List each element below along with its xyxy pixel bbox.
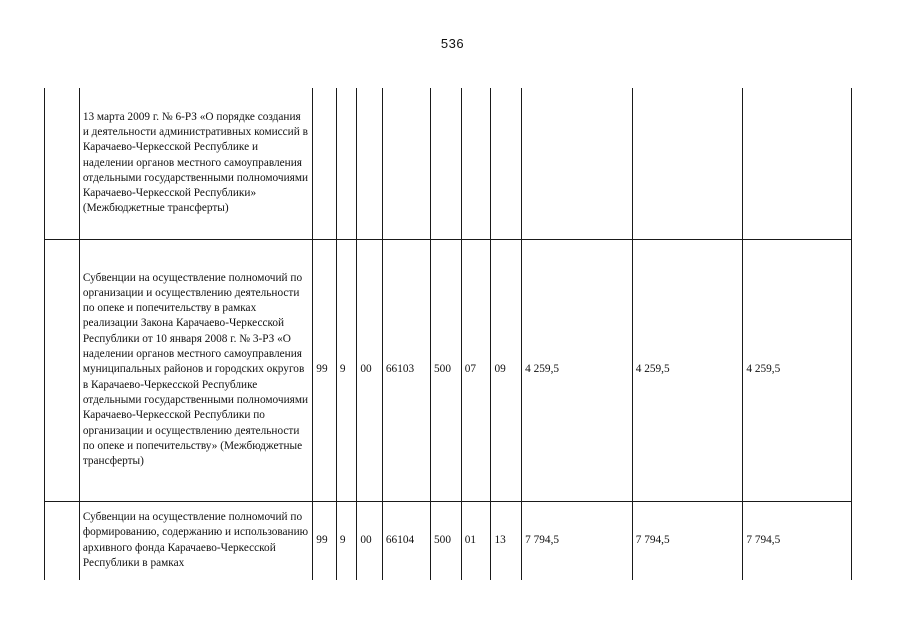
amount-cell-2: 7 794,5 <box>632 501 743 580</box>
row-description: Субвенции на осуществление полномочий по организации и осуществлению деятельности по опеке и попечительству в рамках реализации Закона Карачаево-Черкесской Республики от 10 января 2008 г. № 3-РЗ «О наделении органов местного самоуправления муниципальных районов и городских округов в Карачаево-Черкесской Республике отдельными государственными полномочиями Карачаево-Черкесской Республики по организации и осуществлению деятельности по опеке и попечительству» (Межбюджетные трансферты) <box>79 239 312 501</box>
section-cell: 01 <box>461 501 491 580</box>
subsection-cell: 09 <box>491 239 522 501</box>
expense-type-cell: 500 <box>431 239 462 501</box>
table-row <box>45 501 852 580</box>
subprogram-cell: 9 <box>336 239 356 501</box>
program-cell: 99 <box>313 501 337 580</box>
subprogram-cell <box>336 88 356 239</box>
page-number: 536 <box>440 36 465 51</box>
amount-cell-2: 4 259,5 <box>632 239 743 501</box>
section-cell <box>461 88 491 239</box>
subsection-cell: 13 <box>491 501 522 580</box>
direction-cell: 00 <box>357 239 383 501</box>
amount-cell-3: 7 794,5 <box>743 501 852 580</box>
row-description: Субвенции на осуществление полномочий по формированию, содержанию и использованию архивного фонда Карачаево-Черкесской Республики в рамках <box>79 501 312 580</box>
amount-cell-3 <box>743 88 852 239</box>
code-cell: 66104 <box>382 501 430 580</box>
code-cell: 66103 <box>382 239 430 501</box>
program-cell: 99 <box>313 239 337 501</box>
row-description: 13 марта 2009 г. № 6-РЗ «О порядке создания и деятельности административных комиссий в Карачаево-Черкесской Республике и наделении органов местного самоуправления отдельными государственными полномочиями Карачаево-Черкесской Республики» (Межбюджетные трансферты) <box>79 88 312 239</box>
table-row <box>45 88 852 239</box>
direction-cell <box>357 88 383 239</box>
subsection-cell <box>491 88 522 239</box>
direction-cell: 00 <box>357 501 383 580</box>
amount-cell-3: 4 259,5 <box>743 239 852 501</box>
table-cell-blank <box>45 501 80 580</box>
table-cell-blank <box>45 88 80 239</box>
expense-type-cell <box>431 88 462 239</box>
amount-cell-1: 7 794,5 <box>522 501 633 580</box>
section-cell: 07 <box>461 239 491 501</box>
table-row <box>45 239 852 501</box>
program-cell <box>313 88 337 239</box>
amount-cell-2 <box>632 88 743 239</box>
budget-table <box>44 88 852 580</box>
subprogram-cell: 9 <box>336 501 356 580</box>
code-cell <box>382 88 430 239</box>
amount-cell-1: 4 259,5 <box>522 239 633 501</box>
expense-type-cell: 500 <box>431 501 462 580</box>
amount-cell-1 <box>522 88 633 239</box>
table-cell-blank <box>45 239 80 501</box>
